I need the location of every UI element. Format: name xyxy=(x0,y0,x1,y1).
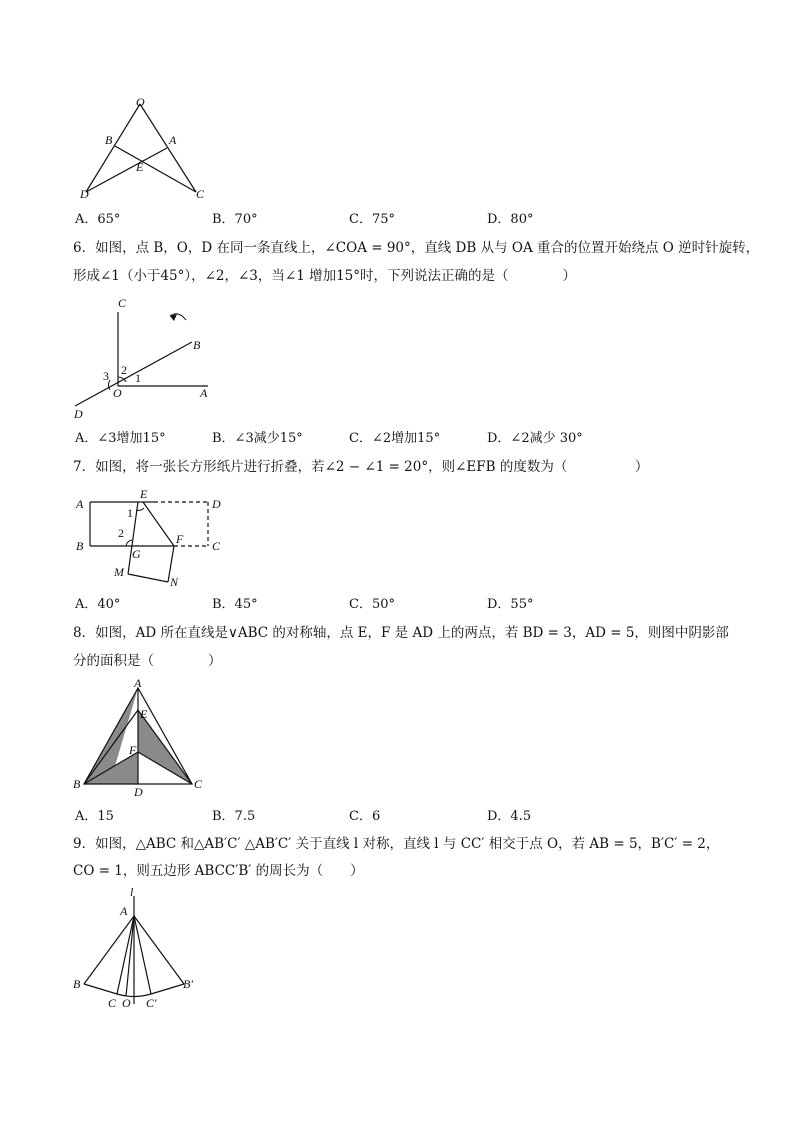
q7-figure xyxy=(70,486,230,588)
q8-option-d: D．4.5 xyxy=(487,809,532,824)
q9-label-l: l xyxy=(130,886,134,899)
q6-label-2: 2 xyxy=(121,363,127,377)
q9-label-B-prime: B′ xyxy=(183,977,193,991)
q8-option-b: B．7.5 xyxy=(212,809,256,824)
q7-label-D: D xyxy=(212,497,221,511)
q5-figure xyxy=(70,92,220,204)
q7-label-N: N xyxy=(170,575,179,588)
q9-label-C-prime: C′ xyxy=(146,996,157,1010)
q5-label-B: B xyxy=(105,133,113,147)
q8-label-D: D xyxy=(134,785,143,799)
q6-label-1: 1 xyxy=(135,371,141,385)
q7-option-c: C．50° xyxy=(349,597,395,612)
q7-label-2: 2 xyxy=(118,526,124,540)
q6-option-b: B．∠3减少15° xyxy=(212,431,303,446)
q5-label-C: C xyxy=(196,187,205,201)
q8-label-E: E xyxy=(140,707,148,721)
q7-label-B: B xyxy=(76,539,84,553)
q7-option-d: D．55° xyxy=(487,597,534,612)
q7-label-F: F xyxy=(176,532,184,546)
q6-label-O: O xyxy=(113,386,122,400)
q8-option-c: C．6 xyxy=(349,809,381,824)
q8-label-A: A xyxy=(134,678,142,690)
q6-label-A: A xyxy=(200,386,208,400)
q5-option-b: B．70° xyxy=(212,212,258,227)
q6-stem-line1: 6．如图，点 B，O，D 在同一条直线上，∠COA = 90°，直线 DB 从与 OA 重合的位置开始绕点 O 逆时针旋转， xyxy=(73,240,760,256)
q9-label-O: O xyxy=(122,996,131,1010)
q7-label-E: E xyxy=(140,487,148,501)
q5-option-c: C．75° xyxy=(349,212,395,227)
q8-label-C: C xyxy=(194,777,203,791)
q8-label-F: F xyxy=(129,743,137,757)
q7-label-A: A xyxy=(76,497,84,511)
q5-label-D: D xyxy=(80,187,89,201)
q9-stem-line2: CO = 1，则五边形 ABCC′B′ 的周长为（ ） xyxy=(73,863,364,879)
q8-figure xyxy=(70,678,220,802)
q7-option-b: B．45° xyxy=(212,597,258,612)
q6-label-C: C xyxy=(118,296,127,310)
q7-option-a: A．40° xyxy=(75,597,121,612)
q9-label-B: B xyxy=(73,977,81,991)
q9-figure xyxy=(70,886,220,1014)
q6-option-a: A．∠3增加15° xyxy=(75,431,166,446)
q5-option-d: D．80° xyxy=(487,212,534,227)
q9-label-C: C xyxy=(108,996,117,1010)
q6-option-c: C．∠2增加15° xyxy=(349,431,441,446)
q7-label-G: G xyxy=(132,547,141,561)
q5-option-a: A．65° xyxy=(75,212,121,227)
q7-label-1: 1 xyxy=(127,506,133,520)
q6-stem-line2: 形成∠1（小于45°），∠2，∠3，当∠1 增加15°时，下列说法正确的是（ ） xyxy=(73,268,576,284)
q8-label-B: B xyxy=(73,777,81,791)
q6-label-B: B xyxy=(193,338,201,352)
q6-option-d: D．∠2减少 30° xyxy=(487,431,583,446)
q5-label-E: E xyxy=(136,160,144,174)
q9-label-A: A xyxy=(120,904,128,918)
q7-label-C: C xyxy=(212,539,221,553)
q5-label-A: A xyxy=(169,133,177,147)
q7-label-M: M xyxy=(114,565,124,579)
q5-label-O: O xyxy=(136,95,145,109)
q6-figure xyxy=(70,294,220,420)
q9-stem-line1: 9．如图，△ABC 和△AB′C′ △AB′C′ 关于直线 l 对称，直线 l 与 CC′ 相交于点 O，若 AB = 5，B′C′ = 2， xyxy=(73,836,720,852)
q8-option-a: A．15 xyxy=(75,809,114,824)
q7-stem-line1: 7．如图，将一张长方形纸片进行折叠，若∠2 − ∠1 = 20°，则∠EFB 的度数为（ ） xyxy=(73,459,649,475)
q8-stem-line2: 分的面积是（ ） xyxy=(73,653,222,669)
q6-label-3: 3 xyxy=(103,369,109,383)
q6-label-D: D xyxy=(74,407,83,420)
q8-stem-line1: 8．如图，AD 所在直线是∨ABC 的对称轴，点 E，F 是 AD 上的两点，若 BD = 3，AD = 5，则图中阴影部 xyxy=(73,625,729,641)
